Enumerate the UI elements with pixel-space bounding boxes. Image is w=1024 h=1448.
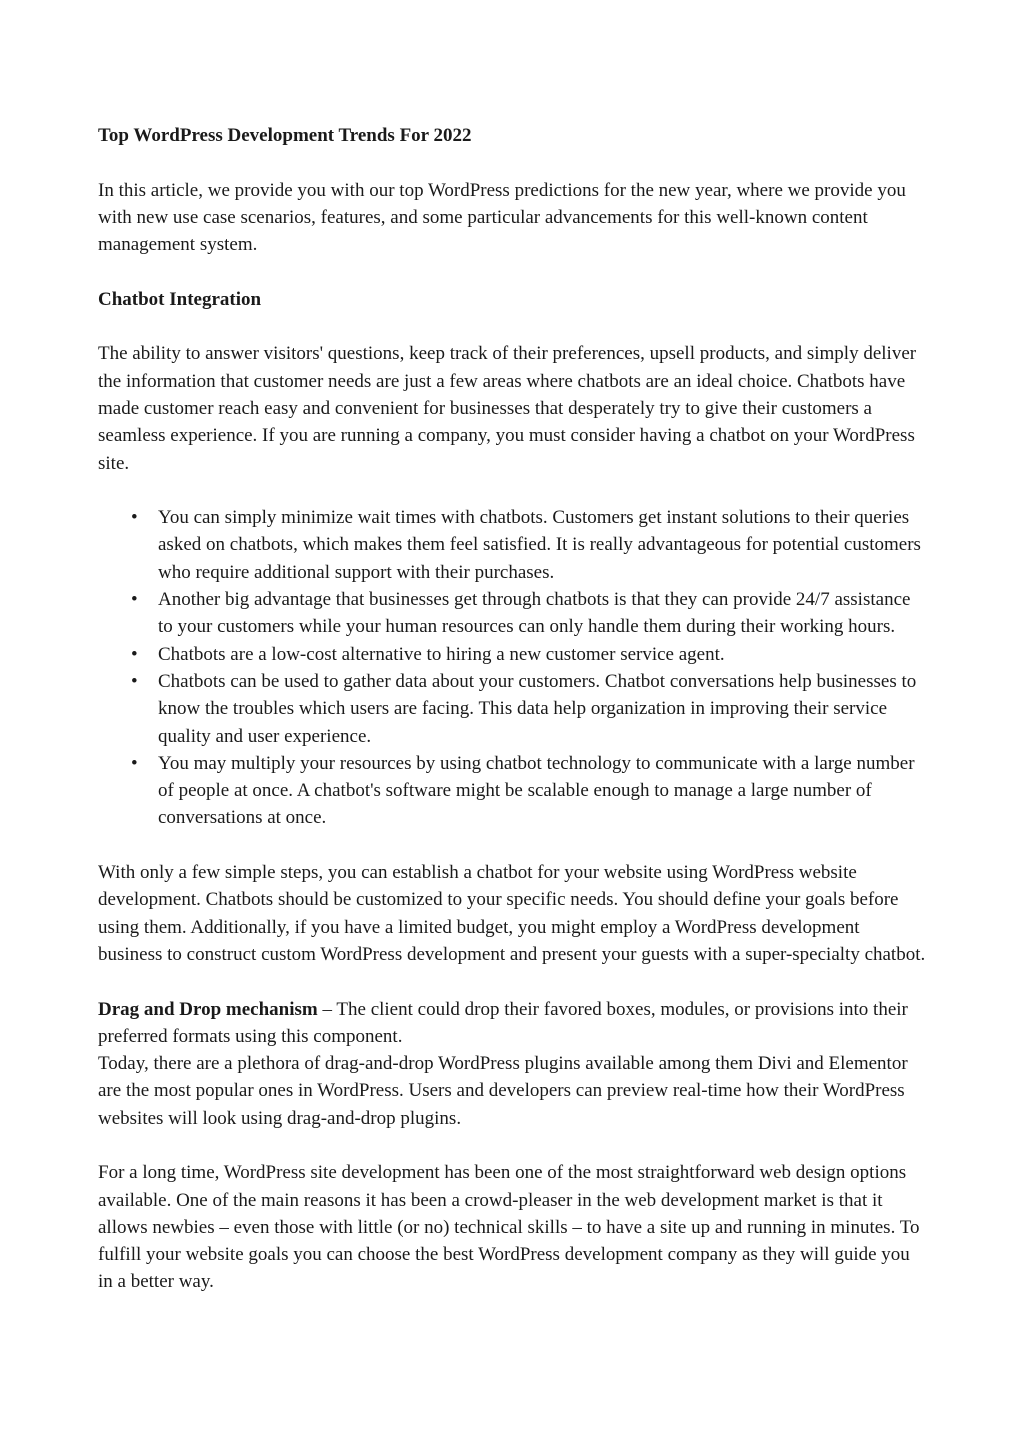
list-item-text: You may multiply your resources by using chatbot technology to communicate with a large number of people at once. A chatbot's software might be scalable enough to manage a large number of conversations at once. bbox=[158, 752, 915, 829]
dragdrop-intro bbox=[98, 996, 928, 1051]
list-item bbox=[98, 504, 928, 586]
list-item-text: Another big advantage that businesses get through chatbots is that they can provide 24/7 assistance to your customers while your human resources can only handle them during their working hours. bbox=[158, 589, 911, 638]
chatbot-paragraph: The ability to answer visitors' questions, keep track of their preferences, upsell products, and simply deliver the information that customer needs are just a few areas where chatbots are an ideal choice. Chatbots have made customer reach easy and convenient for businesses that desperately try to give their customers a seamless experience. If you are running a company, you must consider having a chatbot on your WordPress site. bbox=[98, 343, 917, 474]
dragdrop-paragraph: Today, there are a plethora of drag-and-drop WordPress plugins available among them Divi and Elementor are the most popular ones in WordPress. Users and developers can preview real-time how their WordPress websites will look using drag-and-drop plugins. bbox=[98, 1053, 908, 1129]
dragdrop-description: – The client could drop their favored boxes, modules, or provisions into their preferred formats using this component. bbox=[98, 998, 908, 1047]
chatbot-heading: Chatbot Integration bbox=[98, 288, 262, 310]
list-item bbox=[98, 668, 928, 750]
list-item-text: Chatbots are a low-cost alternative to hiring a new customer service agent. bbox=[158, 643, 725, 665]
list-item bbox=[98, 750, 928, 832]
dragdrop-label: Drag and Drop mechanism bbox=[98, 998, 318, 1020]
chatbot-steps-paragraph: With only a few simple steps, you can establish a chatbot for your website using WordPress website development. Chatbots should be customized to your specific needs. You should define your goals before using them. Additionally, if you have a limited budget, you might employ a WordPress development business to construct custom WordPress development and present your guests with a super-specialty chatbot. bbox=[98, 862, 926, 965]
document-title: Top WordPress Development Trends For 2022 bbox=[98, 125, 472, 146]
chatbot-benefits-list bbox=[98, 504, 928, 832]
intro-paragraph: In this article, we provide you with our top WordPress predictions for the new year, where we provide you with new use case scenarios, features, and some particular advancements for this well-known content management system. bbox=[98, 179, 906, 256]
bullet-icon: • bbox=[131, 589, 138, 611]
list-item bbox=[98, 586, 928, 641]
list-item bbox=[98, 641, 928, 668]
closing-paragraph: For a long time, WordPress site development has been one of the most straightforward web design options available. One of the main reasons it has been a crowd-pleaser in the web development market is that it allows newbies – even those with little (or no) technical skills – to have a site up and running in minutes. To fulfill your website goals you can choose the best WordPress development company as they will guide you in a better way. bbox=[98, 1162, 920, 1293]
list-item-text: Chatbots can be used to gather data about your customers. Chatbot conversations help businesses to know the troubles which users are facing. This data help organization in improving their service quality and user experience. bbox=[158, 670, 917, 747]
bullet-icon: • bbox=[131, 643, 138, 665]
bullet-icon: • bbox=[131, 670, 138, 692]
list-item-text: You can simply minimize wait times with chatbots. Customers get instant solutions to their queries asked on chatbots, which makes them feel satisfied. It is really advantageous for potential customers who require additional support with their purchases. bbox=[158, 507, 921, 583]
bullet-icon: • bbox=[131, 507, 138, 529]
document-page bbox=[98, 122, 928, 1323]
bullet-icon: • bbox=[131, 752, 138, 774]
